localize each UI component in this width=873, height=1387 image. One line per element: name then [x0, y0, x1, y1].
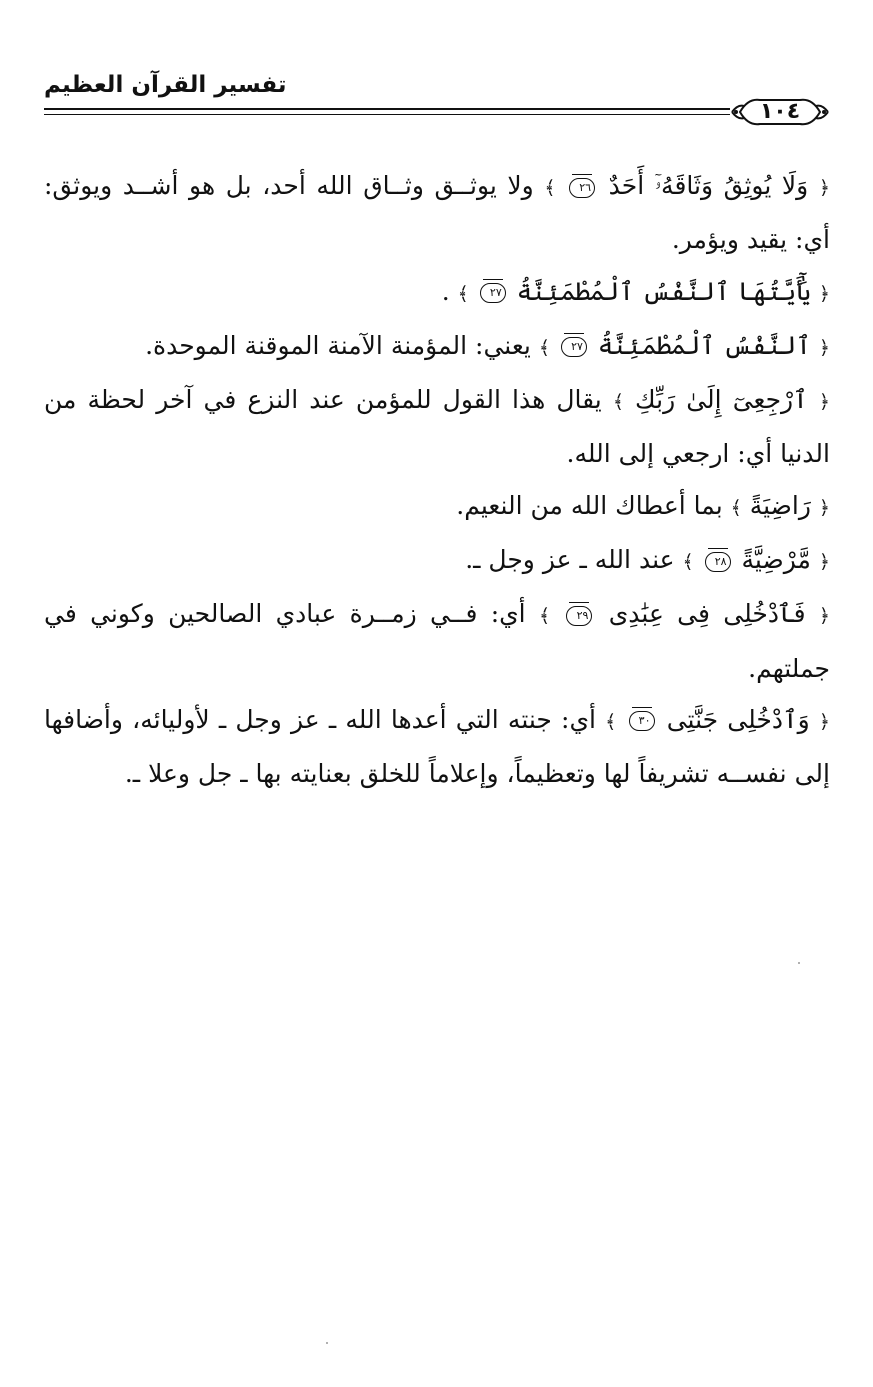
- open-bracket: ﴿: [818, 177, 830, 199]
- open-bracket: ﴿: [818, 551, 830, 574]
- verse-text: ٱرْجِعِىٓ إِلَىٰ رَبِّكِ: [635, 385, 808, 415]
- ayah-number: ٢٧: [480, 283, 506, 303]
- verse-text: رَاضِيَةً: [749, 490, 811, 520]
- close-bracket: ﴾: [682, 551, 694, 574]
- commentary-text: ولا يوثــق وثــاق الله أحد، بل هو أشــد ويوثق: أي: يقيد ويؤمر.: [44, 171, 830, 255]
- commentary-text: يعني: المؤمنة الآمنة الموقنة الموحدة.: [145, 330, 531, 360]
- close-bracket: ﴾: [730, 496, 742, 519]
- scan-speck: [798, 962, 800, 964]
- open-bracket: ﴿: [818, 605, 831, 628]
- verse-text: مَّرْضِيَّةً: [741, 545, 811, 575]
- page-number-ornament: [730, 92, 830, 132]
- ayah-number: ٢٧: [561, 337, 587, 357]
- page-header: [44, 62, 830, 132]
- ayah-number: ٣٠: [629, 711, 655, 731]
- verse-text: ٱلنَّفْسُ ٱلْمُطْمَئِنَّةُ: [597, 330, 811, 360]
- tafsir-paragraph: [44, 266, 830, 320]
- header-rule-bottom: [44, 114, 730, 115]
- close-bracket: ﴾: [538, 605, 551, 628]
- tafsir-paragraph: [44, 160, 830, 266]
- ayah-number: ٢٨: [705, 552, 731, 572]
- close-bracket: ﴾: [544, 177, 556, 199]
- page-number: ١٠٤: [759, 99, 801, 124]
- close-bracket: ﴾: [612, 391, 624, 414]
- open-bracket: ﴿: [818, 391, 830, 414]
- verse-text: يَٰٓأَيَّتُهَا ٱلنَّفْسُ ٱلْمُطْمَئِنَّةُ: [516, 276, 811, 306]
- book-title: تفسير القرآن العظيم: [44, 72, 287, 98]
- verse-text: وَٱدْخُلِى جَنَّتِى: [666, 704, 810, 734]
- open-bracket: ﴿: [818, 282, 830, 305]
- tafsir-paragraph: [44, 320, 830, 374]
- tafsir-paragraph: [44, 588, 830, 694]
- tafsir-paragraph: [44, 374, 830, 480]
- commentary-text: يقال هذا القول للمؤمن عند النزع في آخر لحظة من الدنيا أي: ارجعي إلى الله.: [44, 385, 830, 469]
- open-bracket: ﴿: [818, 496, 830, 519]
- tafsir-paragraph: [44, 694, 830, 800]
- ayah-number: ٢٦: [569, 178, 595, 198]
- commentary-text: أي: جنته التي أعدها الله ـ عز وجل ـ لأوليائه، وأضافها إلى نفســه تشريفاً لها وتعظيماً، وإعلاماً للخلق بعنايته بها ـ جل وعلا ـ.: [44, 704, 830, 789]
- commentary-text: .: [441, 276, 450, 306]
- tafsir-paragraph: [44, 480, 830, 534]
- close-bracket: ﴾: [605, 710, 617, 733]
- verse-text: فَٱدْخُلِى فِى عِبَٰدِى: [608, 599, 806, 629]
- commentary-text: عند الله ـ عز وجل ـ.: [465, 545, 675, 575]
- close-bracket: ﴾: [457, 282, 469, 305]
- close-bracket: ﴾: [538, 336, 550, 359]
- open-bracket: ﴿: [818, 710, 830, 733]
- commentary-text: بما أعطاك الله من النعيم.: [456, 490, 723, 520]
- open-bracket: ﴿: [818, 336, 830, 359]
- tafsir-body: [44, 160, 830, 800]
- ayah-number: ٢٩: [566, 606, 592, 626]
- commentary-text: أي: فــي زمــرة عبادي الصالحين وكوني في جملتهم.: [44, 599, 830, 683]
- header-rule-top: [44, 108, 730, 110]
- scan-speck: [326, 1342, 328, 1344]
- verse-text: وَلَا يُوثِقُ وَثَاقَهُۥٓ أَحَدٌ: [608, 171, 809, 200]
- tafsir-paragraph: [44, 534, 830, 588]
